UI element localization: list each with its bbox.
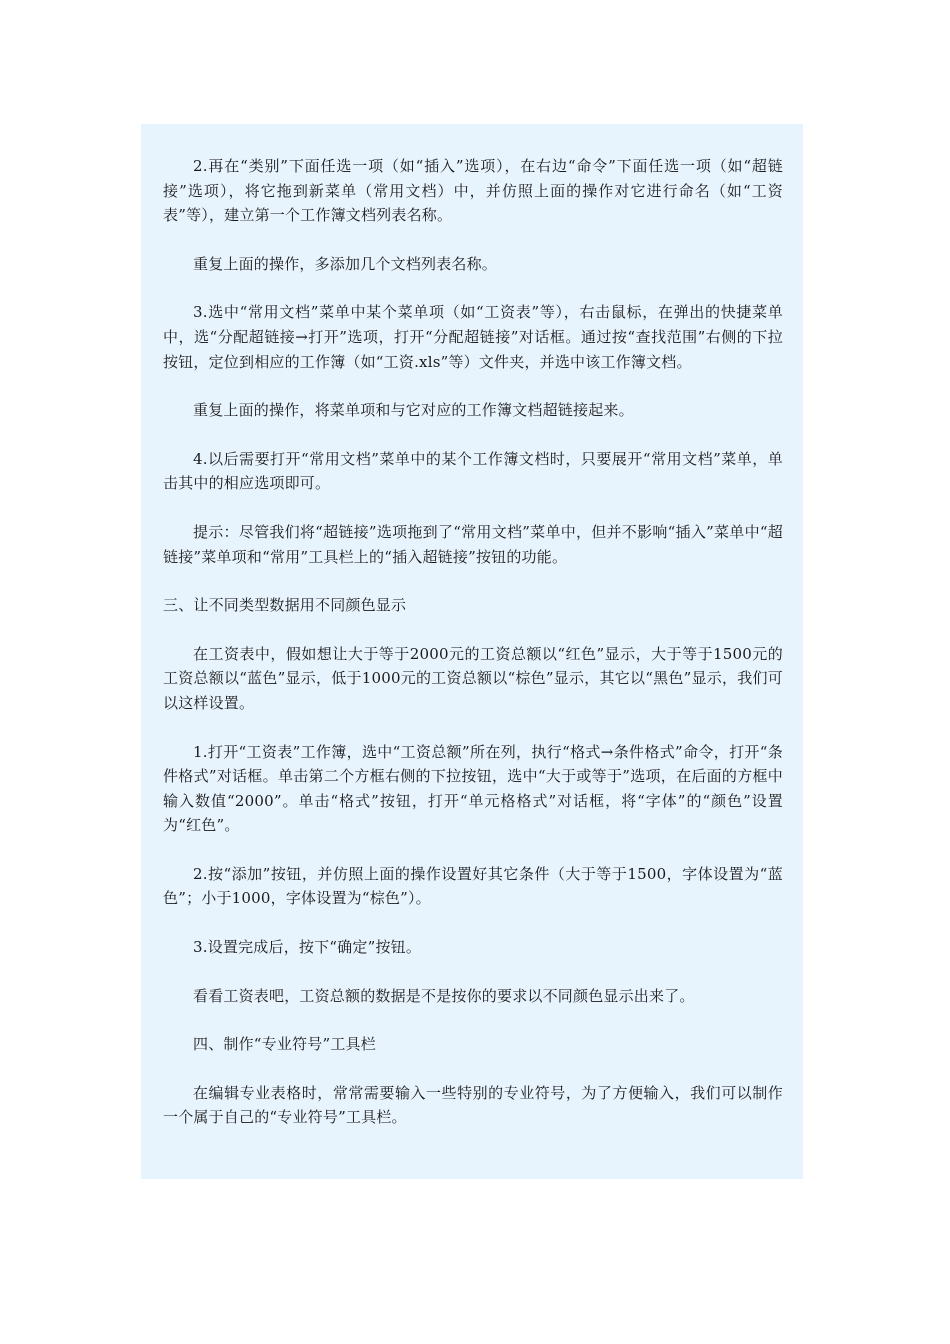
paragraph-toolbar-intro: 在编辑专业表格时，常常需要输入一些特别的专业符号，为了方便输入，我们可以制作一个属于自己的“专业符号”工具栏。	[163, 1083, 783, 1127]
paragraph-step-2: 2.再在“类别”下面任选一项（如“插入”选项），在右边“命令”下面任选一项（如“超链接”选项），将它拖到新菜单（常用文档）中，并仿照上面的操作对它进行命名（如“工资表”等），建立第一个工作簿文档列表名称。	[163, 157, 783, 225]
paragraph-tip: 提示：尽管我们将“超链接”选项拖到了“常用文档”菜单中，但并不影响“插入”菜单中“超链接”菜单项和“常用”工具栏上的“插入超链接”按钮的功能。	[163, 522, 783, 566]
section-heading-3: 三、让不同类型数据用不同颜色显示	[163, 596, 407, 615]
paragraph-color-step-3: 3.设置完成后，按下“确定”按钮。	[193, 938, 422, 957]
article-content	[141, 124, 803, 1179]
paragraph-color-step-2: 2.按“添加”按钮，并仿照上面的操作设置好其它条件（大于等于1500，字体设置为“蓝色”；小于1000，字体设置为“棕色”）。	[163, 864, 783, 908]
paragraph-step-4: 4.以后需要打开“常用文档”菜单中的某个工作簿文档时，只要展开“常用文档”菜单，单击其中的相应选项即可。	[163, 449, 783, 493]
paragraph-repeat-1: 重复上面的操作，多添加几个文档列表名称。	[193, 254, 498, 273]
paragraph-step-3: 3.选中“常用文档”菜单中某个菜单项（如“工资表”等），右击鼠标，在弹出的快捷菜单中，选“分配超链接→打开”选项，打开“分配超链接”对话框。通过按“查找范围”右侧的下拉按钮，定位到相应的工作簿（如“工资.xls”等）文件夹，并选中该工作簿文档。	[163, 303, 783, 371]
paragraph-repeat-2: 重复上面的操作，将菜单项和与它对应的工作簿文档超链接起来。	[193, 401, 634, 420]
paragraph-color-step-1: 1.打开“工资表”工作簿，选中“工资总额”所在列，执行“格式→条件格式”命令，打开“条件格式”对话框。单击第二个方框右侧的下拉按钮，选中“大于或等于”选项，在后面的方框中输入数值“2000”。单击“格式”按钮，打开“单元格格式”对话框，将“字体”的“颜色”设置为“红色”。	[163, 742, 783, 835]
paragraph-intro-colors: 在工资表中，假如想让大于等于2000元的工资总额以“红色”显示，大于等于1500元的工资总额以“蓝色”显示，低于1000元的工资总额以“棕色”显示，其它以“黑色”显示，我们可以这样设置。	[163, 644, 783, 712]
paragraph-color-result: 看看工资表吧，工资总额的数据是不是按你的要求以不同颜色显示出来了。	[193, 986, 695, 1005]
section-heading-4: 四、制作“专业符号”工具栏	[193, 1035, 376, 1054]
